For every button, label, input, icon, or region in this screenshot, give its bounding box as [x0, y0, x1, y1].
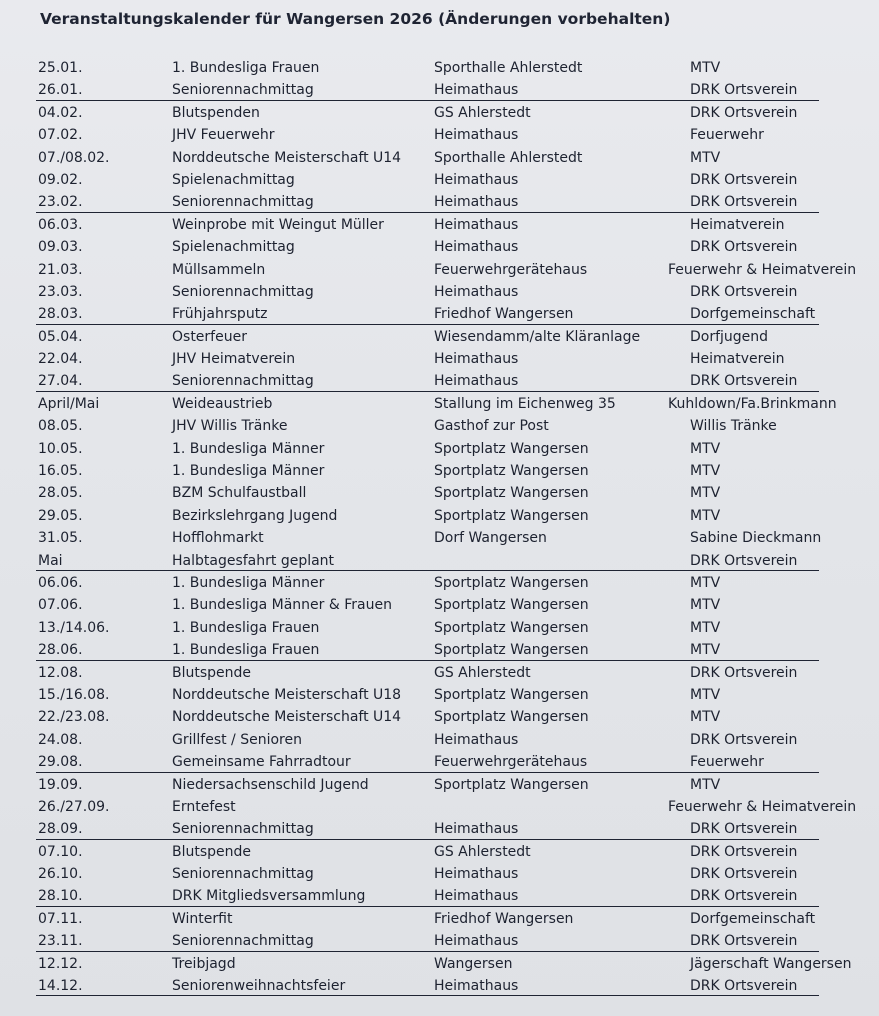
event-place: Heimathaus	[434, 171, 519, 188]
event-place: Heimathaus	[434, 82, 519, 99]
event-place: Sportplatz Wangersen	[434, 597, 589, 614]
event-title: Seniorennachmittag	[172, 283, 314, 300]
event-date: 22./23.08.	[38, 709, 110, 726]
event-place: Heimathaus	[434, 351, 519, 368]
event-place: Sportplatz Wangersen	[434, 642, 589, 659]
event-row	[0, 57, 879, 79]
event-place: Heimathaus	[434, 933, 519, 950]
event-date: 06.03.	[38, 216, 83, 233]
event-place: Sportplatz Wangersen	[434, 463, 589, 480]
event-organizer: Dorfgemeinschaft	[690, 306, 816, 323]
event-organizer: DRK Ortsverein	[690, 552, 798, 569]
event-title: DRK Mitgliedsversammlung	[172, 888, 366, 905]
event-title: 1. Bundesliga Frauen	[172, 60, 320, 76]
event-row	[0, 482, 879, 504]
event-title: Osterfeuer	[172, 328, 247, 345]
event-row	[0, 460, 879, 482]
event-date: 07./08.02.	[38, 149, 110, 166]
event-organizer: Willis Tränke	[690, 418, 777, 435]
event-date: 07.10.	[38, 843, 83, 860]
event-title: Blutspenden	[172, 104, 260, 121]
event-row	[0, 774, 879, 796]
event-organizer: MTV	[690, 619, 721, 636]
event-row	[0, 751, 879, 773]
event-place: Heimathaus	[434, 127, 519, 144]
event-title: Frühjahrsputz	[172, 306, 268, 323]
event-date: 04.02.	[38, 104, 83, 121]
event-row	[0, 594, 879, 616]
event-place: Heimathaus	[434, 978, 519, 995]
event-organizer: Sabine Dieckmann	[690, 530, 822, 547]
event-date: 08.05.	[38, 418, 83, 435]
event-organizer: DRK Ortsverein	[690, 866, 798, 883]
event-date: 28.05.	[38, 485, 83, 502]
event-place: Heimathaus	[434, 866, 519, 883]
event-title: 1. Bundesliga Männer	[172, 440, 325, 457]
event-row	[0, 706, 879, 728]
event-organizer: DRK Ortsverein	[690, 933, 798, 950]
event-title: Hofflohmarkt	[172, 530, 264, 547]
event-row	[0, 415, 879, 437]
event-date: 23.11.	[38, 933, 83, 950]
event-place: Sportplatz Wangersen	[434, 686, 589, 703]
event-date: 27.04.	[38, 373, 83, 390]
event-title: Seniorennachmittag	[172, 933, 314, 950]
event-row	[0, 550, 879, 572]
event-place: Sportplatz Wangersen	[434, 709, 589, 726]
event-date: April/Mai	[38, 395, 100, 412]
event-title: Gemeinsame Fahrradtour	[172, 754, 351, 771]
event-place: Heimathaus	[434, 888, 519, 905]
event-date: 26.01.	[38, 82, 83, 99]
event-row	[0, 348, 879, 370]
event-row	[0, 818, 879, 840]
event-row	[0, 79, 879, 101]
event-place: Heimathaus	[434, 731, 519, 748]
event-organizer: DRK Ortsverein	[690, 888, 798, 905]
event-date: 15./16.08.	[38, 686, 110, 703]
event-place: Feuerwehrgerätehaus	[434, 754, 588, 771]
event-organizer: DRK Ortsverein	[690, 731, 798, 748]
event-title: Weideaustrieb	[172, 395, 273, 412]
event-place: Feuerwehrgerätehaus	[434, 261, 588, 278]
event-place: Friedhof Wangersen	[434, 306, 574, 323]
event-row	[0, 975, 879, 997]
event-title: Winterfit	[172, 910, 233, 927]
event-date: 09.03.	[38, 239, 83, 256]
event-title: JHV Feuerwehr	[172, 127, 275, 144]
event-row	[0, 236, 879, 258]
event-organizer: DRK Ortsverein	[690, 82, 798, 99]
event-organizer: MTV	[690, 60, 721, 76]
event-title: Grillfest / Senioren	[172, 731, 302, 748]
event-organizer: MTV	[690, 507, 721, 524]
event-place: Heimathaus	[434, 194, 519, 211]
event-row	[0, 796, 879, 818]
event-place: Wiesendamm/alte Kläranlage	[434, 328, 641, 345]
event-date: 12.08.	[38, 664, 83, 681]
event-date: 23.02.	[38, 194, 83, 211]
event-place: Stallung im Eichenweg 35	[434, 395, 616, 412]
event-title: 1. Bundesliga Männer	[172, 574, 325, 591]
event-title: BZM Schulfaustball	[172, 485, 307, 502]
event-organizer: DRK Ortsverein	[690, 194, 798, 211]
event-date: 28.10.	[38, 888, 83, 905]
event-row	[0, 953, 879, 975]
event-title: 1. Bundesliga Männer & Frauen	[172, 597, 392, 614]
event-date: 21.03.	[38, 261, 83, 278]
event-organizer: MTV	[690, 574, 721, 591]
event-date: 29.05.	[38, 507, 83, 524]
event-date: 28.06.	[38, 642, 83, 659]
event-row	[0, 191, 879, 213]
event-organizer: MTV	[690, 485, 721, 502]
event-title: Spielenachmittag	[172, 239, 295, 256]
event-title: JHV Heimatverein	[172, 351, 296, 368]
event-title: Müllsammeln	[172, 261, 266, 278]
event-date: 25.01.	[38, 60, 83, 76]
event-date: 31.05.	[38, 530, 83, 547]
event-place: GS Ahlerstedt	[434, 843, 531, 860]
event-row	[0, 863, 879, 885]
event-date: 05.04.	[38, 328, 83, 345]
event-title: Seniorennachmittag	[172, 866, 314, 883]
event-place: Heimathaus	[434, 283, 519, 300]
event-organizer: Jägerschaft Wangersen	[690, 955, 852, 972]
event-row	[0, 885, 879, 907]
event-title: Weinprobe mit Weingut Müller	[172, 216, 384, 233]
event-organizer: DRK Ortsverein	[690, 104, 798, 121]
event-organizer: Feuerwehr & Heimatverein	[668, 261, 857, 278]
event-title: Blutspende	[172, 664, 252, 681]
event-title: Seniorennachmittag	[172, 82, 314, 99]
event-row	[0, 572, 879, 594]
event-date: 10.05.	[38, 440, 83, 457]
event-title: Spielenachmittag	[172, 171, 295, 188]
event-organizer: DRK Ortsverein	[690, 373, 798, 390]
event-date: 13./14.06.	[38, 619, 110, 636]
event-organizer: Feuerwehr	[690, 754, 764, 771]
event-title: Norddeutsche Meisterschaft U14	[172, 149, 402, 166]
event-organizer: MTV	[690, 686, 721, 703]
event-row	[0, 259, 879, 281]
event-title: Halbtagesfahrt geplant	[172, 552, 335, 569]
event-place: Heimathaus	[434, 216, 519, 233]
event-row	[0, 729, 879, 751]
event-place: Heimathaus	[434, 821, 519, 838]
event-organizer: Heimatverein	[690, 351, 785, 368]
event-place: Sporthalle Ahlerstedt	[434, 149, 583, 166]
event-date: 26.10.	[38, 866, 83, 883]
event-title: Seniorennachmittag	[172, 373, 314, 390]
event-organizer: MTV	[690, 463, 721, 480]
event-organizer: DRK Ortsverein	[690, 978, 798, 995]
event-title: Norddeutsche Meisterschaft U14	[172, 709, 402, 726]
event-row	[0, 214, 879, 236]
event-title: 1. Bundesliga Frauen	[172, 619, 320, 636]
event-place: GS Ahlerstedt	[434, 664, 531, 681]
event-place: Sportplatz Wangersen	[434, 440, 589, 457]
event-row	[0, 147, 879, 169]
event-row	[0, 438, 879, 460]
event-list	[0, 57, 879, 997]
page-title: Veranstaltungskalender für Wangersen 2026 (Änderungen vorbehalten)	[40, 10, 671, 28]
event-place: Sportplatz Wangersen	[434, 485, 589, 502]
event-date: 28.09.	[38, 821, 83, 838]
event-date: 19.09.	[38, 776, 83, 793]
event-place: Sportplatz Wangersen	[434, 776, 589, 793]
event-row	[0, 303, 879, 325]
event-organizer: Kuhldown/Fa.Brinkmann	[668, 395, 837, 412]
event-organizer: DRK Ortsverein	[690, 171, 798, 188]
event-row	[0, 841, 879, 863]
event-date: 06.06.	[38, 574, 83, 591]
event-title: Niedersachsenschild Jugend	[172, 776, 369, 793]
event-place: Wangersen	[434, 955, 513, 972]
event-organizer: DRK Ortsverein	[690, 239, 798, 256]
event-organizer: Dorfjugend	[690, 328, 769, 345]
event-organizer: Heimatverein	[690, 216, 785, 233]
event-title: Treibjagd	[172, 955, 236, 972]
event-date: 24.08.	[38, 731, 83, 748]
event-row	[0, 617, 879, 639]
event-place: Sportplatz Wangersen	[434, 574, 589, 591]
event-row	[0, 326, 879, 348]
event-organizer: DRK Ortsverein	[690, 664, 798, 681]
event-organizer: Feuerwehr	[690, 127, 764, 144]
event-row	[0, 662, 879, 684]
event-row	[0, 684, 879, 706]
event-date: 09.02.	[38, 171, 83, 188]
event-organizer: MTV	[690, 149, 721, 166]
event-organizer: DRK Ortsverein	[690, 283, 798, 300]
event-row	[0, 930, 879, 952]
event-organizer: MTV	[690, 642, 721, 659]
event-row	[0, 639, 879, 661]
event-date: 28.03.	[38, 306, 83, 323]
event-title: 1. Bundesliga Frauen	[172, 642, 320, 659]
event-date: 14.12.	[38, 978, 83, 995]
event-place: Heimathaus	[434, 239, 519, 256]
event-title: Seniorennachmittag	[172, 194, 314, 211]
event-organizer: Dorfgemeinschaft	[690, 910, 816, 927]
event-place: Friedhof Wangersen	[434, 910, 574, 927]
event-row	[0, 102, 879, 124]
event-place: GS Ahlerstedt	[434, 104, 531, 121]
event-title: Seniorennachmittag	[172, 821, 314, 838]
event-date: 12.12.	[38, 955, 83, 972]
event-title: Norddeutsche Meisterschaft U18	[172, 686, 402, 703]
event-date: 07.11.	[38, 910, 83, 927]
event-date: 29.08.	[38, 754, 83, 771]
event-title: 1. Bundesliga Männer	[172, 463, 325, 480]
event-row	[0, 124, 879, 146]
event-title: Erntefest	[172, 798, 236, 815]
event-row	[0, 370, 879, 392]
event-place: Heimathaus	[434, 373, 519, 390]
event-row	[0, 527, 879, 549]
event-organizer: DRK Ortsverein	[690, 843, 798, 860]
event-date: Mai	[38, 552, 63, 569]
event-title: Blutspende	[172, 843, 252, 860]
event-organizer: MTV	[690, 440, 721, 457]
event-date: 26./27.09.	[38, 798, 110, 815]
event-date: 07.06.	[38, 597, 83, 614]
event-organizer: DRK Ortsverein	[690, 821, 798, 838]
event-row	[0, 169, 879, 191]
event-place: Dorf Wangersen	[434, 530, 547, 547]
event-place: Gasthof zur Post	[434, 418, 549, 435]
event-place: Sportplatz Wangersen	[434, 507, 589, 524]
event-row	[0, 393, 879, 415]
event-title: Bezirkslehrgang Jugend	[172, 507, 338, 524]
event-organizer: Feuerwehr & Heimatverein	[668, 798, 857, 815]
event-date: 22.04.	[38, 351, 83, 368]
event-row	[0, 505, 879, 527]
event-date: 23.03.	[38, 283, 83, 300]
event-date: 07.02.	[38, 127, 83, 144]
event-organizer: MTV	[690, 597, 721, 614]
event-organizer: MTV	[690, 776, 721, 793]
event-row	[0, 281, 879, 303]
event-place: Sportplatz Wangersen	[434, 619, 589, 636]
event-organizer: MTV	[690, 709, 721, 726]
event-title: JHV Willis Tränke	[172, 418, 288, 435]
event-row	[0, 908, 879, 930]
event-title: Seniorenweihnachtsfeier	[172, 978, 346, 995]
event-date: 16.05.	[38, 463, 83, 480]
event-place: Sporthalle Ahlerstedt	[434, 60, 583, 76]
